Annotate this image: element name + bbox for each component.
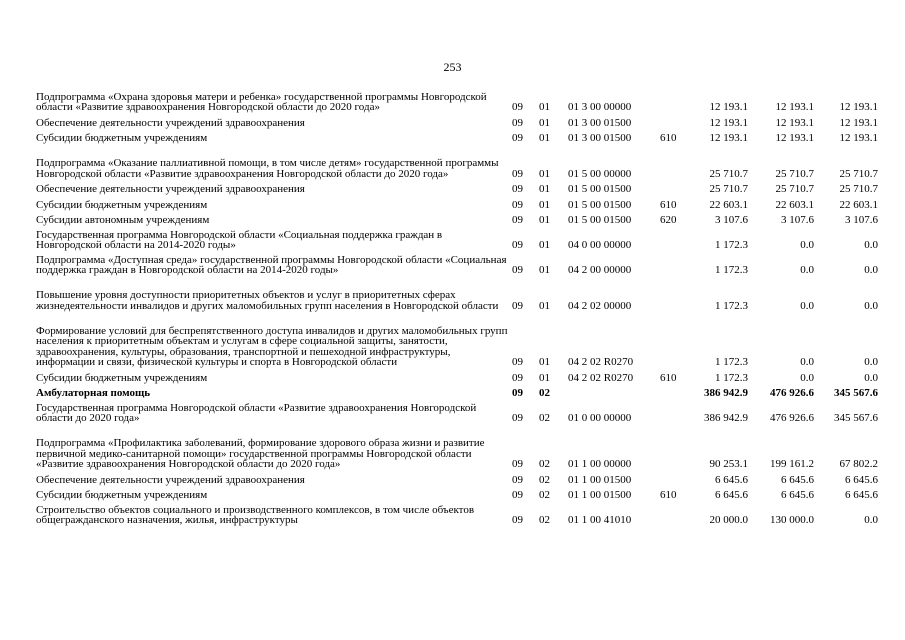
amount-year-1: 1 172.3 <box>715 356 748 368</box>
section-code: 09 <box>512 132 523 144</box>
amount-year-3: 345 567.6 <box>834 387 878 399</box>
target-article-code: 04 0 00 00000 <box>568 239 632 251</box>
target-article-code: 01 5 00 01500 <box>568 198 632 211</box>
row-name: Субсидии бюджетным учреждениям <box>36 371 208 384</box>
amount-year-1: 22 603.1 <box>709 198 748 211</box>
expense-type-code <box>660 501 684 526</box>
row-name: Субсидии автономным учреждениям <box>36 214 210 226</box>
row-name: Подпрограмма «Доступная среда» государственной программы Новгородской области «Социальная поддержка граждан в Новгородской области на 2014-2020 годы» <box>36 253 507 276</box>
amount-year-2: 0.0 <box>800 264 814 276</box>
amount-year-3: 25 710.7 <box>839 183 878 195</box>
table-row <box>36 276 878 312</box>
amount-year-2: 476 926.6 <box>770 387 814 399</box>
table-row <box>36 195 878 211</box>
target-article-code: 01 5 00 01500 <box>568 214 632 226</box>
row-name: Формирование условий для беспрепятственного доступа инвалидов и других маломобильных групп населения к приоритетным объектам и услугам в сфере социальной защиты, занятости, здравоохранения, культуры, образования, транспортной и пешеходной инфраструктуры, информации и связи, физической культуры и спорта в Новгородской области <box>36 324 508 368</box>
target-article-code: 01 1 00 01500 <box>568 489 632 501</box>
table-row <box>36 501 878 526</box>
subsection-code: 02 <box>539 387 550 399</box>
subsection-code: 01 <box>539 101 550 113</box>
table-row <box>36 368 878 384</box>
amount-year-1: 1 172.3 <box>715 371 748 384</box>
section-code: 09 <box>512 198 523 211</box>
row-name: Субсидии бюджетным учреждениям <box>36 198 208 211</box>
section-code: 09 <box>512 489 523 501</box>
amount-year-2: 25 710.7 <box>775 167 814 180</box>
target-article-code: 01 1 00 01500 <box>568 473 632 486</box>
subsection-code: 01 <box>539 371 550 384</box>
expense-type-code <box>660 179 684 195</box>
subsection-code: 01 <box>539 116 550 129</box>
amount-year-1: 90 253.1 <box>709 458 748 470</box>
subsection-code: 01 <box>539 264 550 276</box>
amount-year-1: 25 710.7 <box>709 167 748 180</box>
amount-year-2: 0.0 <box>800 356 814 368</box>
amount-year-2: 25 710.7 <box>775 183 814 195</box>
row-name: Строительство объектов социального и производственного комплексов, в том числе объектов общегражданского назначения, жилья, инфраструктуры <box>36 503 475 526</box>
expense-type-code <box>660 276 684 312</box>
amount-year-1: 6 645.6 <box>715 473 748 486</box>
table-row <box>36 210 878 226</box>
amount-year-2: 0.0 <box>800 239 814 251</box>
target-article-code: 01 1 00 41010 <box>568 514 632 526</box>
expense-type-code <box>660 470 684 486</box>
row-name: Обеспечение деятельности учреждений здравоохранения <box>36 116 305 129</box>
amount-year-3: 0.0 <box>864 239 878 251</box>
subsection-code: 01 <box>539 239 550 251</box>
amount-year-3: 6 645.6 <box>845 473 878 486</box>
amount-year-3: 0.0 <box>864 514 878 526</box>
amount-year-2: 6 645.6 <box>781 473 814 486</box>
expense-type-code <box>660 144 684 180</box>
amount-year-1: 25 710.7 <box>709 183 748 195</box>
subsection-code: 02 <box>539 473 550 486</box>
amount-year-1: 386 942.9 <box>704 412 748 424</box>
table-row <box>36 424 878 470</box>
expense-type-code <box>660 113 684 129</box>
section-code: 09 <box>512 299 523 312</box>
row-name: Обеспечение деятельности учреждений здравоохранения <box>36 183 305 195</box>
row-name: Амбулаторная помощь <box>36 387 151 399</box>
section-code: 09 <box>512 116 523 129</box>
amount-year-2: 199 161.2 <box>770 458 814 470</box>
target-article-code: 01 3 00 01500 <box>568 132 632 144</box>
row-name: Субсидии бюджетным учреждениям <box>36 132 208 144</box>
target-article-code: 01 1 00 00000 <box>568 458 632 470</box>
amount-year-1: 12 193.1 <box>709 101 748 113</box>
amount-year-1: 1 172.3 <box>715 264 748 276</box>
amount-year-1: 1 172.3 <box>715 299 748 312</box>
section-code: 09 <box>512 214 523 226</box>
budget-table <box>36 77 878 526</box>
amount-year-3: 0.0 <box>864 264 878 276</box>
amount-year-1: 386 942.9 <box>704 387 748 399</box>
target-article-code: 04 2 00 00000 <box>568 264 632 276</box>
row-name: Государственная программа Новгородской области «Развитие здравоохранения Новгородской области до 2020 года» <box>36 401 477 424</box>
section-code: 09 <box>512 183 523 195</box>
amount-year-2: 3 107.6 <box>781 214 814 226</box>
amount-year-2: 12 193.1 <box>775 116 814 129</box>
amount-year-1: 12 193.1 <box>709 132 748 144</box>
section-code: 09 <box>512 167 523 180</box>
amount-year-3: 12 193.1 <box>839 132 878 144</box>
amount-year-2: 6 645.6 <box>781 489 814 501</box>
table-row <box>36 485 878 501</box>
amount-year-1: 20 000.0 <box>709 514 748 526</box>
amount-year-3: 0.0 <box>864 299 878 312</box>
row-name: Подпрограмма «Профилактика заболеваний, формирование здорового образа жизни и развитие первичной медико-санитарной помощи» государственной программы Новгородской области «Развитие здравоохранения Новгородской области до 2020 года» <box>36 437 485 470</box>
expense-type-code <box>660 399 684 424</box>
target-article-code: 04 2 02 R0270 <box>568 371 634 384</box>
subsection-code: 01 <box>539 356 550 368</box>
row-name: Обеспечение деятельности учреждений здравоохранения <box>36 473 305 486</box>
subsection-code: 01 <box>539 198 550 211</box>
section-code: 09 <box>512 514 523 526</box>
amount-year-1: 1 172.3 <box>715 239 748 251</box>
section-code: 09 <box>512 371 523 384</box>
section-code: 09 <box>512 264 523 276</box>
expense-type-code <box>660 311 684 368</box>
table-row <box>36 226 878 251</box>
target-article-code: 01 0 00 00000 <box>568 412 632 424</box>
expense-type-code <box>660 226 684 251</box>
amount-year-3: 12 193.1 <box>839 101 878 113</box>
amount-year-2: 22 603.1 <box>775 198 814 211</box>
expense-type-code: 610 <box>660 489 677 501</box>
amount-year-2: 476 926.6 <box>770 412 814 424</box>
subsection-code: 01 <box>539 299 550 312</box>
table-row <box>36 399 878 424</box>
subsection-code: 01 <box>539 214 550 226</box>
table-row <box>36 470 878 486</box>
expense-type-code: 620 <box>660 214 677 226</box>
section-code: 09 <box>512 473 523 486</box>
table-row <box>36 383 878 399</box>
section-code: 09 <box>512 412 523 424</box>
amount-year-3: 25 710.7 <box>839 167 878 180</box>
table-row <box>36 311 878 368</box>
section-code: 09 <box>512 356 523 368</box>
amount-year-2: 130 000.0 <box>770 514 814 526</box>
section-code: 09 <box>512 458 523 470</box>
table-row <box>36 113 878 129</box>
row-name: Субсидии бюджетным учреждениям <box>36 489 208 501</box>
row-name: Подпрограмма «Оказание паллиативной помощи, в том числе детям» государственной программы Новгородской области «Развитие здравоохранения Новгородской области до 2020 года» <box>36 157 499 180</box>
target-article-code: 01 3 00 01500 <box>568 116 632 129</box>
amount-year-2: 0.0 <box>800 299 814 312</box>
expense-type-code: 610 <box>660 371 677 384</box>
row-name: Государственная программа Новгородской области «Социальная поддержка граждан в Новгородской области на 2014-2020 годы» <box>36 228 443 251</box>
expense-type-code: 610 <box>660 198 677 211</box>
expense-type-code <box>660 251 684 276</box>
subsection-code: 01 <box>539 167 550 180</box>
amount-year-3: 22 603.1 <box>839 198 878 211</box>
row-name: Повышение уровня доступности приоритетных объектов и услуг в приоритетных сферах жизнедеятельности инвалидов и других маломобильных групп населения в Новгородской области <box>36 289 499 312</box>
amount-year-3: 3 107.6 <box>845 214 878 226</box>
expense-type-code <box>660 77 684 113</box>
target-article-code: 04 2 02 00000 <box>568 299 632 312</box>
table-body <box>36 77 878 526</box>
target-article-code: 04 2 02 R0270 <box>568 356 634 368</box>
amount-year-3: 0.0 <box>864 356 878 368</box>
expense-type-code: 610 <box>660 132 677 144</box>
table-row <box>36 128 878 144</box>
subsection-code: 01 <box>539 183 550 195</box>
subsection-code: 02 <box>539 412 550 424</box>
expense-type-code <box>660 383 684 399</box>
amount-year-3: 0.0 <box>864 371 878 384</box>
section-code: 09 <box>512 101 523 113</box>
target-article-code: 01 3 00 00000 <box>568 101 632 113</box>
amount-year-3: 12 193.1 <box>839 116 878 129</box>
section-code: 09 <box>512 387 523 399</box>
amount-year-1: 3 107.6 <box>715 214 748 226</box>
page-number: 253 <box>443 60 462 74</box>
subsection-code: 02 <box>539 489 550 501</box>
row-name: Подпрограмма «Охрана здоровья матери и ребенка» государственной программы Новгородской области «Развитие здравоохранения Новгородской области до 2020 года» <box>36 90 487 113</box>
amount-year-2: 12 193.1 <box>775 101 814 113</box>
amount-year-2: 0.0 <box>800 371 814 384</box>
target-article-code: 01 5 00 00000 <box>568 167 632 180</box>
target-article-code: 01 5 00 01500 <box>568 183 632 195</box>
expense-type-code <box>660 424 684 470</box>
target-article-code <box>568 383 660 399</box>
subsection-code: 01 <box>539 132 550 144</box>
table-row <box>36 77 878 113</box>
subsection-code: 02 <box>539 458 550 470</box>
amount-year-3: 6 645.6 <box>845 489 878 501</box>
subsection-code: 02 <box>539 514 550 526</box>
amount-year-3: 67 802.2 <box>839 458 878 470</box>
table-row <box>36 251 878 276</box>
amount-year-1: 12 193.1 <box>709 116 748 129</box>
amount-year-1: 6 645.6 <box>715 489 748 501</box>
section-code: 09 <box>512 239 523 251</box>
table-row <box>36 144 878 180</box>
table-row <box>36 179 878 195</box>
amount-year-2: 12 193.1 <box>775 132 814 144</box>
amount-year-3: 345 567.6 <box>834 412 878 424</box>
